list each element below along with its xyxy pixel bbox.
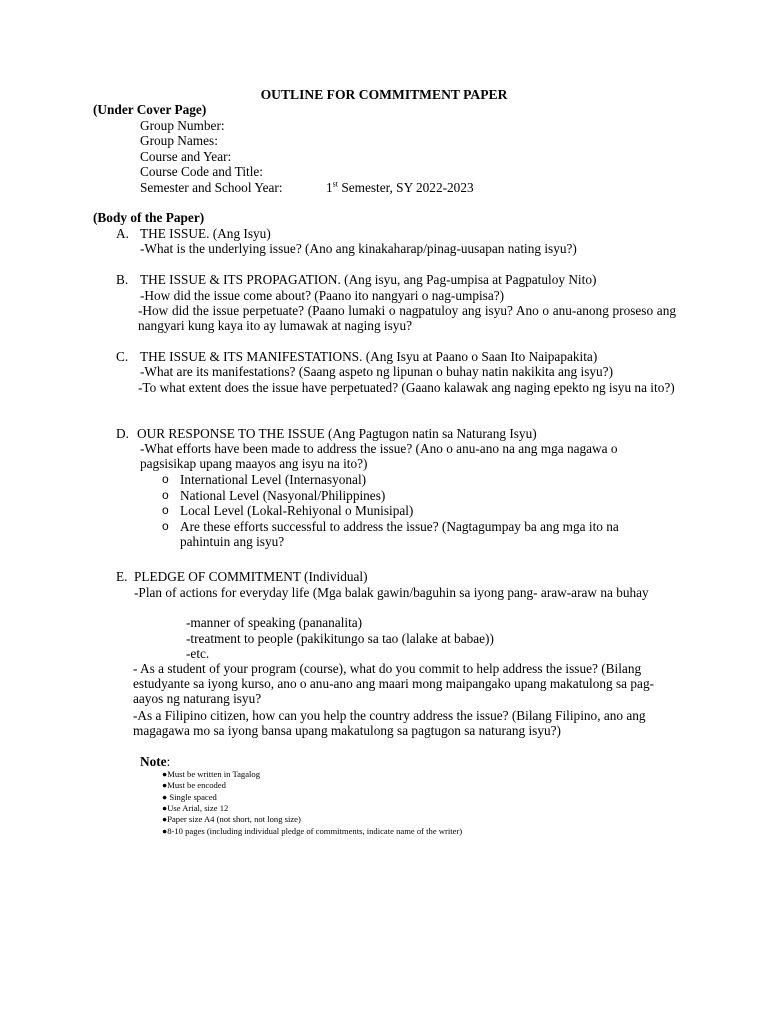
bullet-dot-icon: ● <box>162 769 168 779</box>
course-code-label: Course Code and Title: <box>140 164 264 179</box>
note-label: Note <box>140 754 167 769</box>
bullet-dot-icon: ● <box>162 792 168 802</box>
semester-number: 1 <box>326 180 333 195</box>
note-item <box>162 792 217 803</box>
note-item <box>162 780 226 791</box>
note-heading <box>140 754 170 769</box>
semester-year: Semester, SY 2022-2023 <box>338 180 474 195</box>
note-item <box>162 826 462 837</box>
bullet-icon: o <box>162 503 169 517</box>
section-a-marker: A. <box>116 226 129 241</box>
semester-value <box>326 180 474 195</box>
page-title: OUTLINE FOR COMMITMENT PAPER <box>260 87 508 102</box>
section-c-title: THE ISSUE & ITS MANIFESTATIONS. (Ang Isyu at Paano o Saan Ito Naipapakita) <box>140 349 598 364</box>
section-c-marker: C. <box>116 349 129 364</box>
student-commit-question: - As a student of your program (course), what do you commit to help address the issue? (Bilang estudyante sa iyong kurso, ano o anu-ano ang maari mong maipangako upang makatulong sa pag-aayos ng naturang isyu? <box>133 661 655 707</box>
section-d-question: -What efforts have been made to address the issue? (Ano o anu-ano na ang mga nagawa o pagsisikap upang maayos ang isyu na ito?) <box>140 441 618 472</box>
citizen-question: -As a Filipino citizen, how can you help the country address the issue? (Bilang Filipino, ano ang magagawa mo sa iyong bansa upang makatulong sa pagtugon sa naturang isyu?) <box>133 708 646 739</box>
cover-heading: (Under Cover Page) <box>93 102 207 117</box>
note-item <box>162 803 228 814</box>
section-d-title: OUR RESPONSE TO THE ISSUE (Ang Pagtugon natin sa Naturang Isyu) <box>137 426 537 441</box>
section-e-marker: E. <box>116 569 128 584</box>
bullet-icon: o <box>162 472 169 486</box>
note-item-text: 8-10 pages (including individual pledge of commitments, indicate name of the writer) <box>167 826 463 836</box>
group-names-label: Group Names: <box>140 133 218 148</box>
section-b-question-2: -How did the issue perpetuate? (Paano lumaki o nagpatuloy ang isyu? Ano o anu-anong proseso ang nangyari kung kaya ito ay lumawak at naging isyu? <box>138 303 676 334</box>
section-e-plan <box>134 585 654 600</box>
section-b-marker: B. <box>116 272 129 287</box>
plan-item-speaking: -manner of speaking (pananalita) <box>186 615 363 630</box>
bullet-icon: o <box>162 488 169 502</box>
note-item-text: Single spaced <box>167 792 217 802</box>
note-item-text: Paper size A4 (not short, not long size) <box>167 814 301 824</box>
section-b-title: THE ISSUE & ITS PROPAGATION. (Ang isyu, ang Pag-umpisa at Pagpatuloy Nito) <box>140 272 597 287</box>
section-c-question-1: -What are its manifestations? (Saang aspeto ng lipunan o buhay natin nakikita ang isyu?) <box>140 364 614 379</box>
bullet-dot-icon: ● <box>162 803 168 813</box>
level-local: Local Level (Lokal-Rehiyonal o Munisipal) <box>180 503 414 518</box>
note-item <box>162 769 260 780</box>
semester-ordinal: st <box>332 179 338 189</box>
section-e-title: PLEDGE OF COMMITMENT (Individual) <box>134 569 368 584</box>
note-item-text: Must be written in Tagalog <box>167 769 261 779</box>
note-colon: : <box>166 754 171 769</box>
section-a-title: THE ISSUE. (Ang Isyu) <box>140 226 271 241</box>
body-heading: (Body of the Paper) <box>93 210 205 225</box>
semester-label: Semester and School Year: <box>140 180 283 195</box>
note-item-text: Use Arial, size 12 <box>167 803 229 813</box>
bullet-dot-icon: ● <box>162 814 168 824</box>
course-year-label: Course and Year: <box>140 149 232 164</box>
section-e-plan-text: -Plan of actions for everyday life (Mga balak gawin/baguhin sa iyong pang- araw-araw na buhay <box>134 585 649 600</box>
note-item <box>162 814 301 825</box>
note-item-text: Must be encoded <box>167 780 226 790</box>
section-c-question-2: -To what extent does the issue have perpetuated? (Gaano kalawak ang naging epekto ng isyu na ito?) <box>138 380 675 395</box>
plan-item-treatment: -treatment to people (pakikitungo sa tao (lalake at babae)) <box>186 631 494 646</box>
section-a-question: -What is the underlying issue? (Ano ang kinakaharap/pinag-uusapan nating isyu?) <box>140 241 577 256</box>
bullet-dot-icon: ● <box>162 780 168 790</box>
bullet-dot-icon: ● <box>162 826 168 836</box>
efforts-success-question: Are these efforts successful to address the issue? (Nagtagumpay ba ang mga ito na pahintuin ang isyu? <box>180 519 619 550</box>
section-b-question-1: -How did the issue come about? (Paano ito nangyari o nag-umpisa?) <box>140 288 505 303</box>
level-international: International Level (Internasyonal) <box>180 472 367 487</box>
level-national: National Level (Nasyonal/Philippines) <box>180 488 386 503</box>
section-d-marker: D. <box>116 426 129 441</box>
plan-item-etc: -etc. <box>186 646 210 661</box>
bullet-icon: o <box>162 519 169 533</box>
group-number-label: Group Number: <box>140 118 225 133</box>
